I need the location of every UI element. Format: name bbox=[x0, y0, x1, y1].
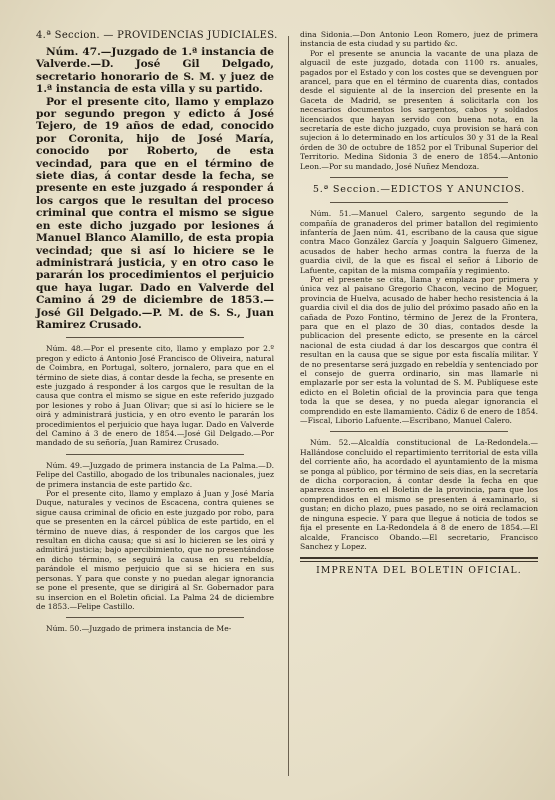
notice-50-continued-body: Por el presente se anuncia la vacante de una plaza de alguacil de este juzgado, dotada con 1100 rs. anuales, pagados por el Estado y con los costes que se devenguen por arancel, para que en el término de cuarenta dias, contados desde el siguiente al de la insercion del presente en la Gaceta de Madrid, se presenten á solicitarla con los necesarios documentos los sargentos, cabos y soldados licenciados que hayan servido con buena nota, en la secretaría de este dicho juzgado, cuya provision se hará con sujecion á lo determinado en los artículos 30 y 31 de la Real órden de 30 de octubre de 1852 por el Tribunal Superior del Territorio. Medina Sidonia 3 de enero de 1854.—Antonio Leon.—Por su mandado, José Nuñez Mendoza. bbox=[300, 48, 538, 171]
right-column bbox=[300, 30, 538, 576]
column-rule bbox=[288, 36, 289, 776]
notice-47-body: Por el presente cito, llamo y emplazo por segundo pregon y edicto á José Tejero, de 19 años de edad, conocido por Coronita, hijo de José María, conocido por Roberto, de esta vecindad, para que en el término de siete dias, á contar desde la fecha, se presente en este juzgado á responder á los cargos que le resultan del proceso criminal que contra el mismo se sigue en este dicho juzgado por lesiones á Manuel Blanco Alamillo, de esta propia vecindad; que si así lo hiciere se le administrará justicia, y en otro caso le pararán los procedimientos el perjuicio que haya lugar. Dado en Valverde del Camino á 29 de diciembre de 1853.—José Gil Delgado.—P. M. de S. S., Juan Ramirez Crusado. bbox=[36, 95, 274, 331]
notice-49-heading: Núm. 49.—Juzgado de primera instancia de La Palma.—D. Felipe del Castillo, abogado de los tribunales nacionales, juez de primera instancia de este partido &c. bbox=[36, 460, 274, 489]
notice-51-body: Por el presente se cita, llama y emplaza por primera y única vez al paisano Gregorio Chacon, vecino de Moguer, provincia de Huelva, acusado de haber hecho resistencia á la guardia civil el dia dos de julio del próximo pasado año en la cañada de Pozo Fontino, término de Jerez de la Frontera, para que en el plazo de 30 dias, contados desde la publicacion del presente edicto, se presente en la cárcel nacional de esta ciudad á dar los descargos que contra él resultan en la causa que se sigue por esta fiscalía militar. Y de no presentarse será juzgado en rebeldía y sentenciado por el consejo de guerra ordinario, sin mas llamarle ni emplazarle por ser esta la voluntad de S. M. Publíquese este edicto en el Boletin oficial de la provincia para que tenga toda la que se desea, y no pueda alegar ignorancia el comprendido en este llamamiento. Cádiz 6 de enero de 1854.—Fiscal, Liborio Lafuente.—Escribano, Manuel Calero. bbox=[300, 274, 538, 426]
notice-48-body: Núm. 48.—Por el presente cito, llamo y emplazo por 2.º pregon y edicto á Antonio José Francisco de Oliveira, natural de Coimbra, en Portugal, soltero, jornalero, para que en el término de siete dias, á contar desde la fecha, se presente en este juzgado á responder á los cargos que le resultan de la causa que contra el mismo se sigue en este referido juzgado por lesiones y robo á Juan Olivar; que si así lo hiciere se le oirá y administrará justicia, y en otro evento le pararán los procedimientos el perjuicio que haya lugar. Dado en Valverde del Camino á 3 de enero de 1854.—José Gil Delgado.—Por mandado de su señoría, Juan Ramirez Crusado. bbox=[36, 344, 274, 448]
printer-imprint: IMPRENTA DEL BOLETIN OFICIAL. bbox=[316, 565, 522, 577]
separator bbox=[330, 202, 508, 203]
notice-50-continued-heading: dina Sidonia.—Don Antonio Leon Romero, juez de primera instancia de esta ciudad y su partido &c. bbox=[300, 30, 538, 49]
notice-49 bbox=[36, 461, 274, 612]
separator bbox=[330, 177, 508, 178]
left-column bbox=[36, 30, 278, 639]
separator bbox=[330, 431, 508, 432]
notice-52-body: Núm. 52.—Alcaldía constitucional de La-Redondela.—Hallándose concluido el repartimiento territorial de esta villa del corriente año, ha acordado el ayuntamiento de la misma se ponga al público, por término de seis dias, en la secretaría de dicha corporacion, á contar desde la fecha en que aparezca inserto en el Boletin de la provincia, para que los comprendidos en el mismo se presenten á examinarlo, si gustan; en dicho plazo, pues pasado, no se oirá reclamacion de ninguna especie. Y para que llegue á noticia de todos se fija el presente en La-Redondela á 8 de enero de 1854.—El alcalde, Francisco Obando.—El secretario, Francisco Sanchez y Lopez. bbox=[300, 438, 538, 551]
separator bbox=[66, 617, 244, 618]
notice-50-continued bbox=[300, 30, 538, 171]
notice-49-body: Por el presente cito, llamo y emplazo á Juan y José María Duque, naturales y vecinos de Escacena, contra quienes se sigue causa criminal de oficio en este juzgado por robo, para que se presenten en la cárcel pública de este partido, en el término de nueve dias, á responder de los cargos que les resultan en dicha causa; que si así lo hicieren se les oirá y admitirá justicia; bajo apercibimiento, que no presentándose en dicho término, se seguirá la causa en su rebeldía, parándole el mismo perjuicio que si se hiciera en sus personas. Y para que conste y no puedan alegar ignorancia se pone el presente, que se dirigirá al Sr. Gobernador para su insercion en el Boletin oficial. La Palma 24 de diciembre de 1853.—Felipe Castillo. bbox=[36, 489, 274, 611]
footer-rule bbox=[300, 557, 538, 562]
notice-48 bbox=[36, 344, 274, 447]
notice-50 bbox=[36, 624, 274, 633]
separator bbox=[66, 337, 244, 338]
separator bbox=[66, 454, 244, 455]
section-header: 4.ª Seccion. — PROVIDENCIAS JUDICIALES. bbox=[36, 30, 278, 41]
section-title-edictos: 5.ª Seccion.—EDICTOS Y ANUNCIOS. bbox=[312, 184, 526, 196]
notice-51-heading: Núm. 51.—Manuel Calero, sargento segundo de la compañía de granaderos del primer batallon del regimiento infantería de Jaen núm. 41, escribano de la causa que sigue contra Maco González García y Joaquin Salguero Gimenez, acusados de haber hecho armas contra la fuerza de la guardia civil, de la que es fiscal el señor á Liborio de Lafuente, capitan de la misma compañía y regimiento. bbox=[300, 209, 538, 275]
notice-50-heading: Núm. 50.—Juzgado de primera instancia de Me- bbox=[46, 624, 232, 634]
notice-47 bbox=[36, 46, 274, 331]
notice-51 bbox=[300, 209, 538, 425]
notice-47-heading: Núm. 47.—Juzgado de 1.ª instancia de Valverde.—D. José Gil Delgado, secretario honorario de S. M. y juez de 1.ª instancia de esta villa y su partido. bbox=[36, 46, 274, 96]
notice-52 bbox=[300, 438, 538, 551]
